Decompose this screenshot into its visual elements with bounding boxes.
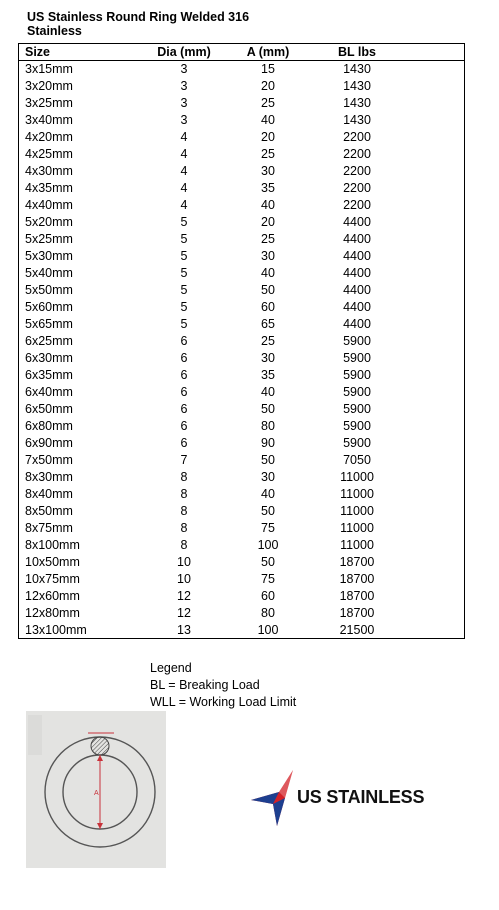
cell-a: 65	[261, 317, 275, 331]
table-row	[19, 367, 464, 384]
cell-size: 10x75mm	[25, 572, 80, 586]
cell-a: 20	[261, 79, 275, 93]
table-row	[19, 146, 464, 163]
cell-a: 50	[261, 453, 275, 467]
table-row	[19, 588, 464, 605]
cell-bl: 4400	[343, 317, 371, 331]
table-row	[19, 129, 464, 146]
wire-section	[91, 737, 109, 755]
cell-dia: 8	[180, 538, 188, 552]
cell-a: 50	[261, 402, 275, 416]
cell-size: 3x25mm	[25, 96, 73, 110]
cell-size: 6x40mm	[25, 385, 73, 399]
cell-bl: 4400	[343, 249, 371, 263]
cell-size: 5x30mm	[25, 249, 73, 263]
table-row	[19, 112, 464, 129]
cell-a: 30	[261, 164, 275, 178]
cell-size: 5x40mm	[25, 266, 73, 280]
cell-bl: 4400	[343, 266, 371, 280]
cell-a: 75	[261, 572, 275, 586]
cell-size: 6x30mm	[25, 351, 73, 365]
cell-dia: 8	[180, 521, 188, 535]
cell-a: 35	[261, 181, 275, 195]
cell-a: 40	[261, 487, 275, 501]
cell-a: 40	[261, 198, 275, 212]
cell-size: 8x75mm	[25, 521, 73, 535]
table-row	[19, 537, 464, 554]
legend-wll: WLL = Working Load Limit	[150, 695, 297, 709]
table-row	[19, 486, 464, 503]
table-row	[19, 520, 464, 537]
cell-size: 8x50mm	[25, 504, 73, 518]
cell-bl: 11000	[340, 470, 374, 484]
table-row	[19, 418, 464, 435]
cell-a: 30	[261, 351, 275, 365]
cell-bl: 4400	[343, 215, 371, 229]
cell-size: 8x100mm	[25, 538, 80, 552]
cell-dia: 3	[180, 79, 188, 93]
cell-bl: 2200	[343, 147, 371, 161]
cell-a: 60	[261, 589, 275, 603]
spec-table	[18, 43, 465, 639]
table-row	[19, 61, 464, 78]
cell-size: 10x50mm	[25, 555, 80, 569]
table-row	[19, 214, 464, 231]
cell-a: 40	[261, 266, 275, 280]
cell-dia: 3	[180, 62, 188, 76]
cell-bl: 11000	[340, 521, 374, 535]
cell-size: 6x90mm	[25, 436, 73, 450]
table-row	[19, 554, 464, 571]
cell-size: 6x80mm	[25, 419, 73, 433]
table-row	[19, 78, 464, 95]
table-row	[19, 571, 464, 588]
cell-a: 40	[261, 113, 275, 127]
ring-diagram	[26, 711, 166, 868]
table-row	[19, 180, 464, 197]
cell-dia: 6	[180, 402, 188, 416]
cell-bl: 5900	[343, 436, 371, 450]
cell-size: 3x15mm	[25, 62, 73, 76]
cell-dia: 4	[180, 198, 188, 212]
cell-dia: 13	[177, 623, 191, 637]
title-line-2: Stainless	[27, 24, 82, 38]
cell-dia: 8	[180, 504, 188, 518]
cell-dia: 6	[180, 351, 188, 365]
cell-size: 4x30mm	[25, 164, 73, 178]
cell-dia: 7	[180, 453, 188, 467]
cell-bl: 2200	[343, 181, 371, 195]
cell-size: 6x50mm	[25, 402, 73, 416]
cell-bl: 7050	[343, 453, 371, 467]
header-a: A (mm)	[246, 45, 290, 59]
cell-bl: 5900	[343, 385, 371, 399]
cell-size: 12x60mm	[25, 589, 80, 603]
cell-a: 20	[261, 130, 275, 144]
header-size: Size	[25, 45, 51, 59]
cell-bl: 11000	[340, 504, 374, 518]
cell-bl: 18700	[339, 572, 375, 586]
cell-size: 4x35mm	[25, 181, 73, 195]
table-row	[19, 299, 464, 316]
cell-dia: 5	[180, 215, 188, 229]
cell-a: 15	[261, 62, 275, 76]
table-row	[19, 163, 464, 180]
cell-a: 80	[261, 419, 275, 433]
cell-dia: 6	[180, 368, 188, 382]
cell-dia: 6	[180, 419, 188, 433]
cell-dia: 6	[180, 385, 188, 399]
cell-dia: 4	[180, 181, 188, 195]
cell-bl: 11000	[340, 538, 374, 552]
cell-bl: 5900	[343, 368, 371, 382]
cell-bl: 1430	[343, 113, 371, 127]
cell-a: 80	[261, 606, 275, 620]
table-row	[19, 248, 464, 265]
cell-bl: 5900	[343, 334, 371, 348]
cell-a: 30	[261, 249, 275, 263]
cell-a: 25	[261, 96, 275, 110]
cell-bl: 4400	[343, 232, 371, 246]
document-title	[27, 10, 249, 38]
cell-a: 75	[261, 521, 275, 535]
dimension-a-label: A	[94, 790, 99, 797]
cell-size: 5x25mm	[25, 232, 73, 246]
cell-bl: 4400	[343, 300, 371, 314]
cell-bl: 11000	[340, 487, 374, 501]
cell-size: 5x65mm	[25, 317, 73, 331]
table-row	[19, 622, 464, 639]
cell-a: 25	[261, 334, 275, 348]
cell-a: 35	[261, 368, 275, 382]
header-bl: BL lbs	[338, 45, 376, 59]
cell-a: 100	[257, 623, 279, 637]
cell-bl: 5900	[343, 419, 371, 433]
table-row	[19, 605, 464, 622]
cell-dia: 12	[177, 606, 191, 620]
table-row	[19, 469, 464, 486]
ring-diagram-photo	[26, 711, 166, 868]
cell-dia: 10	[177, 572, 191, 586]
cell-a: 100	[257, 538, 279, 552]
cell-a: 40	[261, 385, 275, 399]
cell-dia: 5	[180, 249, 188, 263]
table-row	[19, 231, 464, 248]
table-row	[19, 265, 464, 282]
cell-size: 4x20mm	[25, 130, 73, 144]
cell-a: 50	[261, 555, 275, 569]
cell-dia: 8	[180, 487, 188, 501]
cell-size: 3x20mm	[25, 79, 73, 93]
cell-dia: 4	[180, 164, 188, 178]
cell-bl: 18700	[339, 555, 375, 569]
table-row	[19, 384, 464, 401]
table-row	[19, 197, 464, 214]
cell-dia: 5	[180, 266, 188, 280]
cell-size: 3x40mm	[25, 113, 73, 127]
table-row	[19, 435, 464, 452]
cell-a: 20	[261, 215, 275, 229]
header-dia: Dia (mm)	[157, 45, 211, 59]
cell-bl: 2200	[343, 164, 371, 178]
cell-bl: 2200	[343, 198, 371, 212]
cell-a: 60	[261, 300, 275, 314]
table-row	[19, 350, 464, 367]
table-body	[19, 61, 464, 639]
logo-text: US STAINLESS	[297, 787, 425, 807]
cell-dia: 10	[177, 555, 191, 569]
cell-dia: 6	[180, 334, 188, 348]
table-header	[19, 44, 464, 61]
cell-a: 30	[261, 470, 275, 484]
cell-dia: 5	[180, 232, 188, 246]
cell-size: 4x40mm	[25, 198, 73, 212]
cell-dia: 4	[180, 130, 188, 144]
table-row	[19, 401, 464, 418]
cell-bl: 1430	[343, 62, 371, 76]
cell-bl: 5900	[343, 351, 371, 365]
cell-bl: 18700	[339, 589, 375, 603]
cell-a: 25	[261, 232, 275, 246]
title-line-1: US Stainless Round Ring Welded 316	[27, 10, 250, 24]
cell-bl: 18700	[339, 606, 375, 620]
cell-size: 5x50mm	[25, 283, 73, 297]
cell-dia: 4	[180, 147, 188, 161]
cell-bl: 5900	[343, 402, 371, 416]
cell-dia: 3	[180, 113, 188, 127]
cell-size: 5x20mm	[25, 215, 73, 229]
legend-bl: BL = Breaking Load	[150, 678, 260, 692]
cell-dia: 5	[180, 283, 188, 297]
table-row	[19, 95, 464, 112]
cell-dia: 8	[180, 470, 188, 484]
cell-size: 6x25mm	[25, 334, 73, 348]
cell-a: 50	[261, 504, 275, 518]
cell-dia: 3	[180, 96, 188, 110]
cell-size: 8x30mm	[25, 470, 73, 484]
cell-dia: 5	[180, 300, 188, 314]
cell-dia: 12	[177, 589, 191, 603]
cell-size: 4x25mm	[25, 147, 73, 161]
table-row	[19, 452, 464, 469]
table-row	[19, 282, 464, 299]
cell-a: 25	[261, 147, 275, 161]
legend-heading: Legend	[150, 661, 192, 675]
cell-size: 5x60mm	[25, 300, 73, 314]
cell-a: 50	[261, 283, 275, 297]
cell-dia: 6	[180, 436, 188, 450]
legend	[150, 660, 296, 711]
table-row	[19, 333, 464, 350]
cell-dia: 5	[180, 317, 188, 331]
cell-size: 13x100mm	[25, 623, 87, 637]
us-stainless-logo	[249, 764, 434, 828]
cell-bl: 1430	[343, 79, 371, 93]
cell-size: 8x40mm	[25, 487, 73, 501]
cell-size: 6x35mm	[25, 368, 73, 382]
cell-bl: 21500	[339, 623, 375, 637]
cell-size: 7x50mm	[25, 453, 73, 467]
cell-bl: 2200	[343, 130, 371, 144]
table-row	[19, 316, 464, 333]
cell-bl: 4400	[343, 283, 371, 297]
cell-a: 90	[261, 436, 275, 450]
cell-size: 12x80mm	[25, 606, 80, 620]
cell-bl: 1430	[343, 96, 371, 110]
table-row	[19, 503, 464, 520]
